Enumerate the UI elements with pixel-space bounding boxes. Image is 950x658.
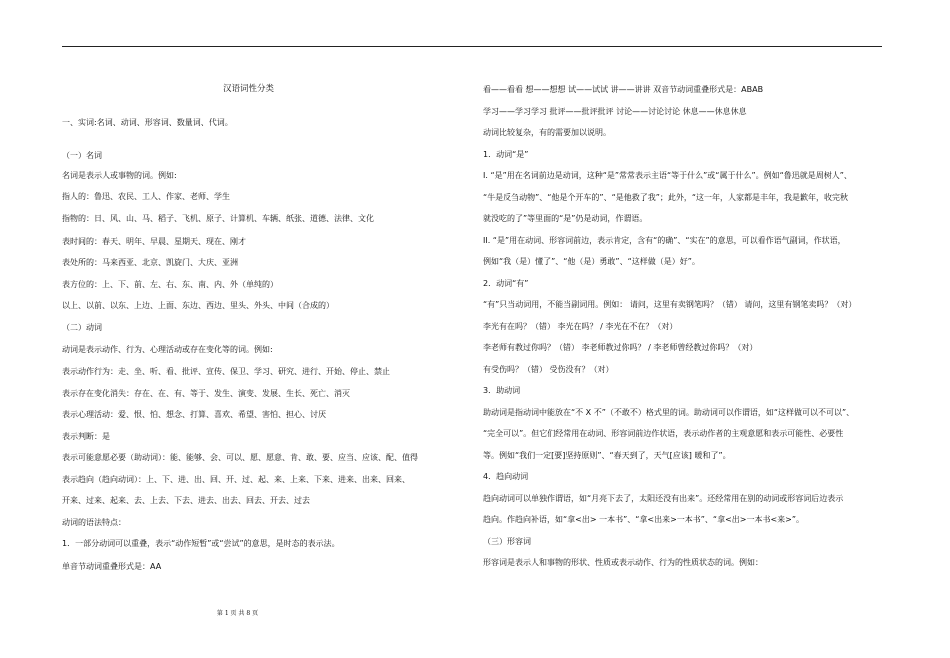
text-line: 形容词是表示人和事物的形状、性质或表示动作、行为的性质状态的词。例如： bbox=[483, 558, 763, 567]
section-heading: 1．动词“是” bbox=[483, 150, 529, 159]
section-heading: 4．趋向动词 bbox=[483, 472, 529, 481]
text-line: 助动词是指动词中能放在“不 X 不”（不敢不）格式里的词。助动词可以作谓语，如“这样做可以不可以”、 bbox=[483, 408, 855, 417]
text-line: 以上、以前、以东、上边、上面、东边、西边、里头、外头、中间（合成的） bbox=[62, 301, 334, 310]
text-line: 等。例如“我们一定[要]坚持原则”、“春天到了，天气[应该] 暖和了”。 bbox=[483, 451, 731, 460]
text-line: “完全可以”。但它们经常用在动词、形容词前边作状语，表示动作者的主观意愿和表示可能性、必要性 bbox=[483, 429, 844, 438]
section-heading: （一）名词 bbox=[62, 151, 102, 160]
text-line: 表示判断：是 bbox=[62, 432, 110, 441]
section-heading: 2．动词“有” bbox=[483, 279, 529, 288]
text-line: 就没吃的了”等里面的“是”仍是动词，作谓语。 bbox=[483, 214, 648, 223]
section-heading: （三）形容词 bbox=[483, 537, 531, 546]
text-line: 有受伤吗？（错） 受伤没有？（对） bbox=[483, 365, 614, 374]
text-line: 单音节动词重叠形式是：AA bbox=[62, 562, 162, 571]
text-line: 开来、过来、起来、去、上去、下去、进去、出去、回去、开去、过去 bbox=[62, 496, 310, 505]
text-line: 例如“我（是）懂了”、“他（是）勇敢”、“这样做（是）好”。 bbox=[483, 257, 700, 266]
text-line: 表示存在变化消失：存在、在、有、等于、发生、演变、发展、生长、死亡、消灭 bbox=[62, 389, 350, 398]
text-line: 动词是表示动作、行为、心理活动或存在变化等的词。例如: bbox=[62, 345, 273, 354]
text-line: 指物的：日、风、山、马、稻子、飞机、原子、计算机、车辆、纸张、道德、法律、文化 bbox=[62, 214, 374, 223]
text-line: 动词比较复杂，有的需要加以说明。 bbox=[483, 128, 611, 137]
text-line: 表处所的：马来西亚、北京、凯旋门、大庆、亚洲 bbox=[62, 258, 238, 267]
text-line: 动词的语法特点： bbox=[62, 518, 126, 527]
text-line: 看——看看 想——想想 试——试试 讲——讲讲 双音节动词重叠形式是：ABAB bbox=[483, 85, 764, 94]
text-line: “牛是反刍动物”、“他是个开车的”、“是他救了我”；此外，“这一年，人家都是丰年，我是歉年，收完秋 bbox=[483, 193, 849, 202]
section-heading: （二）动词 bbox=[62, 323, 102, 332]
text-line: 一、实词:名词、动词、形容词、数量词、代词。 bbox=[62, 118, 233, 127]
text-line: I. “是”用在名词前边是动词，这种“是”常常表示主语“等于什么”或“属于什么”。例如“鲁迅就是周树人”、 bbox=[483, 171, 852, 180]
text-line: 表示心理活动：爱、恨、怕、想念、打算、喜欢、希望、害怕、担心、讨厌 bbox=[62, 410, 326, 419]
text-line: 趋向。作趋向补语，如“拿<出> 一本书”、“拿<出来>一本书”、“拿<出>一本书<来>”。 bbox=[483, 515, 805, 524]
text-line: 李老师有教过你吗？（错） 李老师教过你吗？ / 李老师曾经教过你吗？（对） bbox=[483, 343, 758, 352]
text-line: “有”只当动词用，不能当副词用。例如： 请问，这里有卖钢笔吗？（错） 请问，这里有钢笔卖吗？（对） bbox=[483, 300, 857, 309]
text-line: 李光有在吗？（错） 李光在吗？ / 李光在不在？（对） bbox=[483, 322, 678, 331]
text-line: 表示可能意愿必要（助动词）：能、能够、会、可以、愿、愿意、肯、敢、要、应当、应该、配、值得 bbox=[62, 453, 418, 462]
text-line: 表示动作行为：走、坐、听、看、批评、宣传、保卫、学习、研究、进行、开始、停止、禁止 bbox=[62, 367, 390, 376]
text-line: 学习——学习学习 批评——批评批评 讨论——讨论讨论 休息——休息休息 bbox=[483, 107, 747, 116]
text-line: 表示趋向（趋向动词）：上、下、进、出、回、开、过、起、来、上来、下来、进来、出来、回来、 bbox=[62, 475, 410, 484]
text-line: II. “是”用在动词、形容词前边，表示肯定，含有“的确”、“实在”的意思，可以看作语气副词，作状语， bbox=[483, 236, 846, 245]
text-line: 表时间的：春天、明年、早晨、星期天、现在、刚才 bbox=[62, 237, 246, 246]
page-footer: 第 1 页 共 8 页 bbox=[216, 610, 259, 617]
text-line: 指人的：鲁迅、农民、工人、作家、老师、学生 bbox=[62, 192, 230, 201]
text-line: 表方位的：上、下、前、左、右、东、南、内、外（单纯的） bbox=[62, 280, 278, 289]
page-title: 汉语词性分类 bbox=[223, 84, 275, 94]
text-line: 名词是表示人或事物的词。例如: bbox=[62, 171, 177, 180]
text-line: 1．一部分动词可以重叠，表示“动作短暂”或“尝试”的意思，是时态的表示法。 bbox=[62, 539, 340, 548]
section-heading: 3．助动词 bbox=[483, 386, 521, 395]
text-line: 趋向动词可以单独作谓语，如“月亮下去了，太阳还没有出来”。还经常用在别的动词或形容词后边表示 bbox=[483, 494, 844, 503]
